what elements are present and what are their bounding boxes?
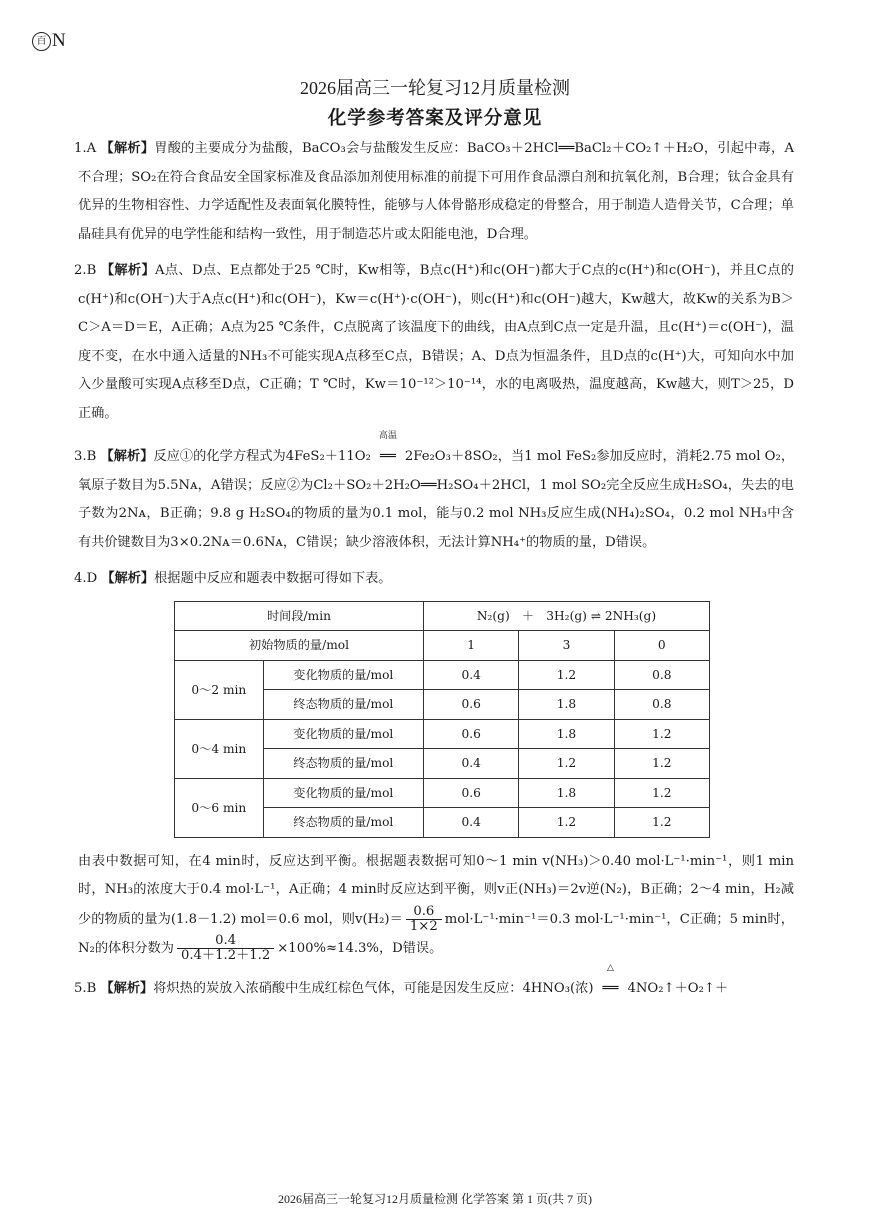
question-5: 5.B 【解析】将炽热的炭放入浓硝酸中生成红棕色气体，可能是因发生反应：4HNO₃(浓) △ ══ 4NO₂↑＋O₂↑＋ — [78, 974, 794, 1004]
table-header-reaction: N₂(g) ＋ 3H₂(g) ⇌ 2NH₃(g) — [423, 601, 709, 631]
question-1: 1.A 【解析】胃酸的主要成分为盐酸，BaCO₃会与盐酸发生反应：BaCO₃＋2HCl══BaCl₂＋CO₂↑＋H₂O，引起中毒，A不合理；SO₂在符合食品安全国家标准及食品添加剂使用标准的前提下可用作食品漂白剂和抗氧化剂，B合理；钛合金具有优异的生物相容性、力学适配性及表面氧化膜特性，能够与人体骨骼形成稳定的骨整合，用于制造人造骨关节，C合理；单晶硅具有优异的电学性能和结构一致性，用于制造芯片或太阳能电池，D合理。 — [74, 140, 794, 242]
table-row: 终态物质的量/mol 0.4 1.2 1.2 — [175, 808, 710, 838]
question-4: 4.D 【解析】根据题中反应和题表中数据可得如下表。 时间段/min N₂(g) ＋ 3H₂(g) ⇌ 2NH₃(g) 初始物质的量/mol 1 3 0 0～2 min 变化物质的量/mol 0.4 1.2 0.8 终态物质的量/mol 0.6 1.8 0.8 0～4 min 变化物质的量/mol 0.6 1.8 1.2 终态物质的量/mol 0.4 1.2 1.2 0～6 min 变化物质的量/mol 0.6 1.8 1.2 终态物质的量/mol 0.4 1.2 1.2 由表中数据可知，在4 min时，反应达到平衡。根据题表数据可知0～1 min v(NH₃)＞0.40 mol·L⁻¹·min⁻¹，则1 min时，NH₃的浓度大于0.4 mol·L⁻¹，A正确；4 min时反应达到平衡，则v正(NH₃)＝2v逆(N₂)，B正确；2～4 min，H₂减少的物质的量为(1.8－1.2) mol＝0.6 mol，则v(H₂)＝ $\frac{0.6}{1\times 2}$ mol·L⁻¹·min⁻¹＝0.3 mol·L⁻¹·min⁻¹，C正确；5 min时，N₂的体积分数为 $\frac{0.4}{0.4+1.2+1.2}$ ×100%≈14.3%，D错误。 — [74, 570, 794, 963]
question-3: 3.B 【解析】反应①的化学方程式为4FeS₂＋11O₂ 高温 ══ 2Fe₂O₃＋8SO₂，当1 mol FeS₂参加反应时，消耗2.75 mol O₂，氧原子数目为5.5Nᴀ，A错误；反应②为Cl₂＋SO₂＋2H₂O══H₂SO₄＋2HCl，1 mol SO₂完全反应生成H₂SO₄，失去的电子数为2Nᴀ，B正确；9.8 g H₂SO₄的物质的量为0.1 mol，能与0.2 mol NH₃反应生成(NH₄)₂SO₄，0.2 mol NH₃中含有共价键数目为3×0.2Nᴀ＝0.6Nᴀ，C错误；缺少溶液体积，无法计算NH₄⁺的物质的量，D错误。 — [74, 431, 795, 550]
fraction: $\frac{0.6}{1\times 2}$ — [406, 905, 442, 934]
exam-title: 2026届高三一轮复习12月质量检测 — [300, 78, 570, 98]
question-4-analysis: 由表中数据可知，在4 min时，反应达到平衡。根据题表数据可知0～1 min v(NH₃)＞0.40 mol·L⁻¹·min⁻¹，则1 min时，NH₃的浓度大于0.4 mol·L⁻¹，A正确；4 min时反应达到平衡，则v正(NH₃)＝2v逆(N₂)，B正确；2～4 min，H₂减少的物质的量为(1.8－1.2) mol＝0.6 mol，则v(H₂)＝ $\frac{0.6}{1\times 2}$ mol·L⁻¹·min⁻¹＝0.3 mol·L⁻¹·min⁻¹，C正确；5 min时，N₂的体积分数为 $\frac{0.4}{0.4+1.2+1.2}$ ×100%≈14.3%，D错误。 — [78, 853, 794, 963]
question-2: 2.B 【解析】A点、D点、E点都处于25 ℃时，Kw相等，B点c(H⁺)和c(OH⁻)都大于C点的c(H⁺)和c(OH⁻)，并且C点的c(H⁺)和c(OH⁻)大于A点c(H⁺)和c(OH⁻)，Kw＝c(H⁺)·c(OH⁻)，则c(H⁺)和c(OH⁻)越大，Kw越大，故Kw的关系为B＞C＞A＝D＝E，A正确；A点为25 ℃条件，C点脱离了该温度下的曲线，由A点到C点一定是升温，且c(H⁺)＝c(OH⁻)，温度不变，在水中通入适量的NH₃不可能实现A点移至C点，B错误；A、D点为恒温条件，且D点的c(H⁺)大，可知向水中加入少量酸可实现A点移至D点，C正确；T ℃时，Kw＝10⁻¹²＞10⁻¹⁴，水的电离吸热，温度越高，Kw越大，则T＞25，D正确。 — [74, 262, 794, 421]
reaction-arrow: △ ══ — [602, 962, 619, 996]
table-row: 0～4 min 变化物质的量/mol 0.6 1.8 1.2 — [175, 719, 710, 749]
table-initial-label: 初始物质的量/mol — [175, 631, 424, 661]
page-footer: 2026届高三一轮复习12月质量检测 化学答案 第 1 页(共 7 页) — [278, 1192, 592, 1206]
table-row: 终态物质的量/mol 0.4 1.2 1.2 — [175, 749, 710, 779]
answer-body — [74, 134, 795, 1010]
equilibrium-table: 时间段/min N₂(g) ＋ 3H₂(g) ⇌ 2NH₃(g) 初始物质的量/mol 1 3 0 0～2 min 变化物质的量/mol 0.4 1.2 0.8 终态物质的量/mol 0.6 1.8 0.8 0～4 min 变化物质的量/mol 0.6 1.8 1.2 终态物质的量/mol 0.4 1.2 1.2 0～6 min 变化物质的量/mol 0.6 1.8 1.2 终态物质的量/mol 0.4 1.2 1.2 — [174, 601, 710, 838]
table-row: 0～2 min 变化物质的量/mol 0.4 1.2 0.8 — [175, 660, 710, 690]
reaction-arrow: 高温 ══ — [378, 431, 397, 464]
logo-circle-icon: 百 — [32, 32, 51, 51]
table-row: 终态物质的量/mol 0.6 1.8 0.8 — [175, 690, 710, 720]
answer-subtitle: 化学参考答案及评分意见 — [327, 107, 543, 128]
table-row: 0～6 min 变化物质的量/mol 0.6 1.8 1.2 — [175, 778, 710, 808]
publisher-logo: 百 N — [32, 30, 66, 52]
table-header-period: 时间段/min — [175, 601, 424, 631]
fraction: $\frac{0.4}{0.4+1.2+1.2}$ — [177, 934, 274, 963]
